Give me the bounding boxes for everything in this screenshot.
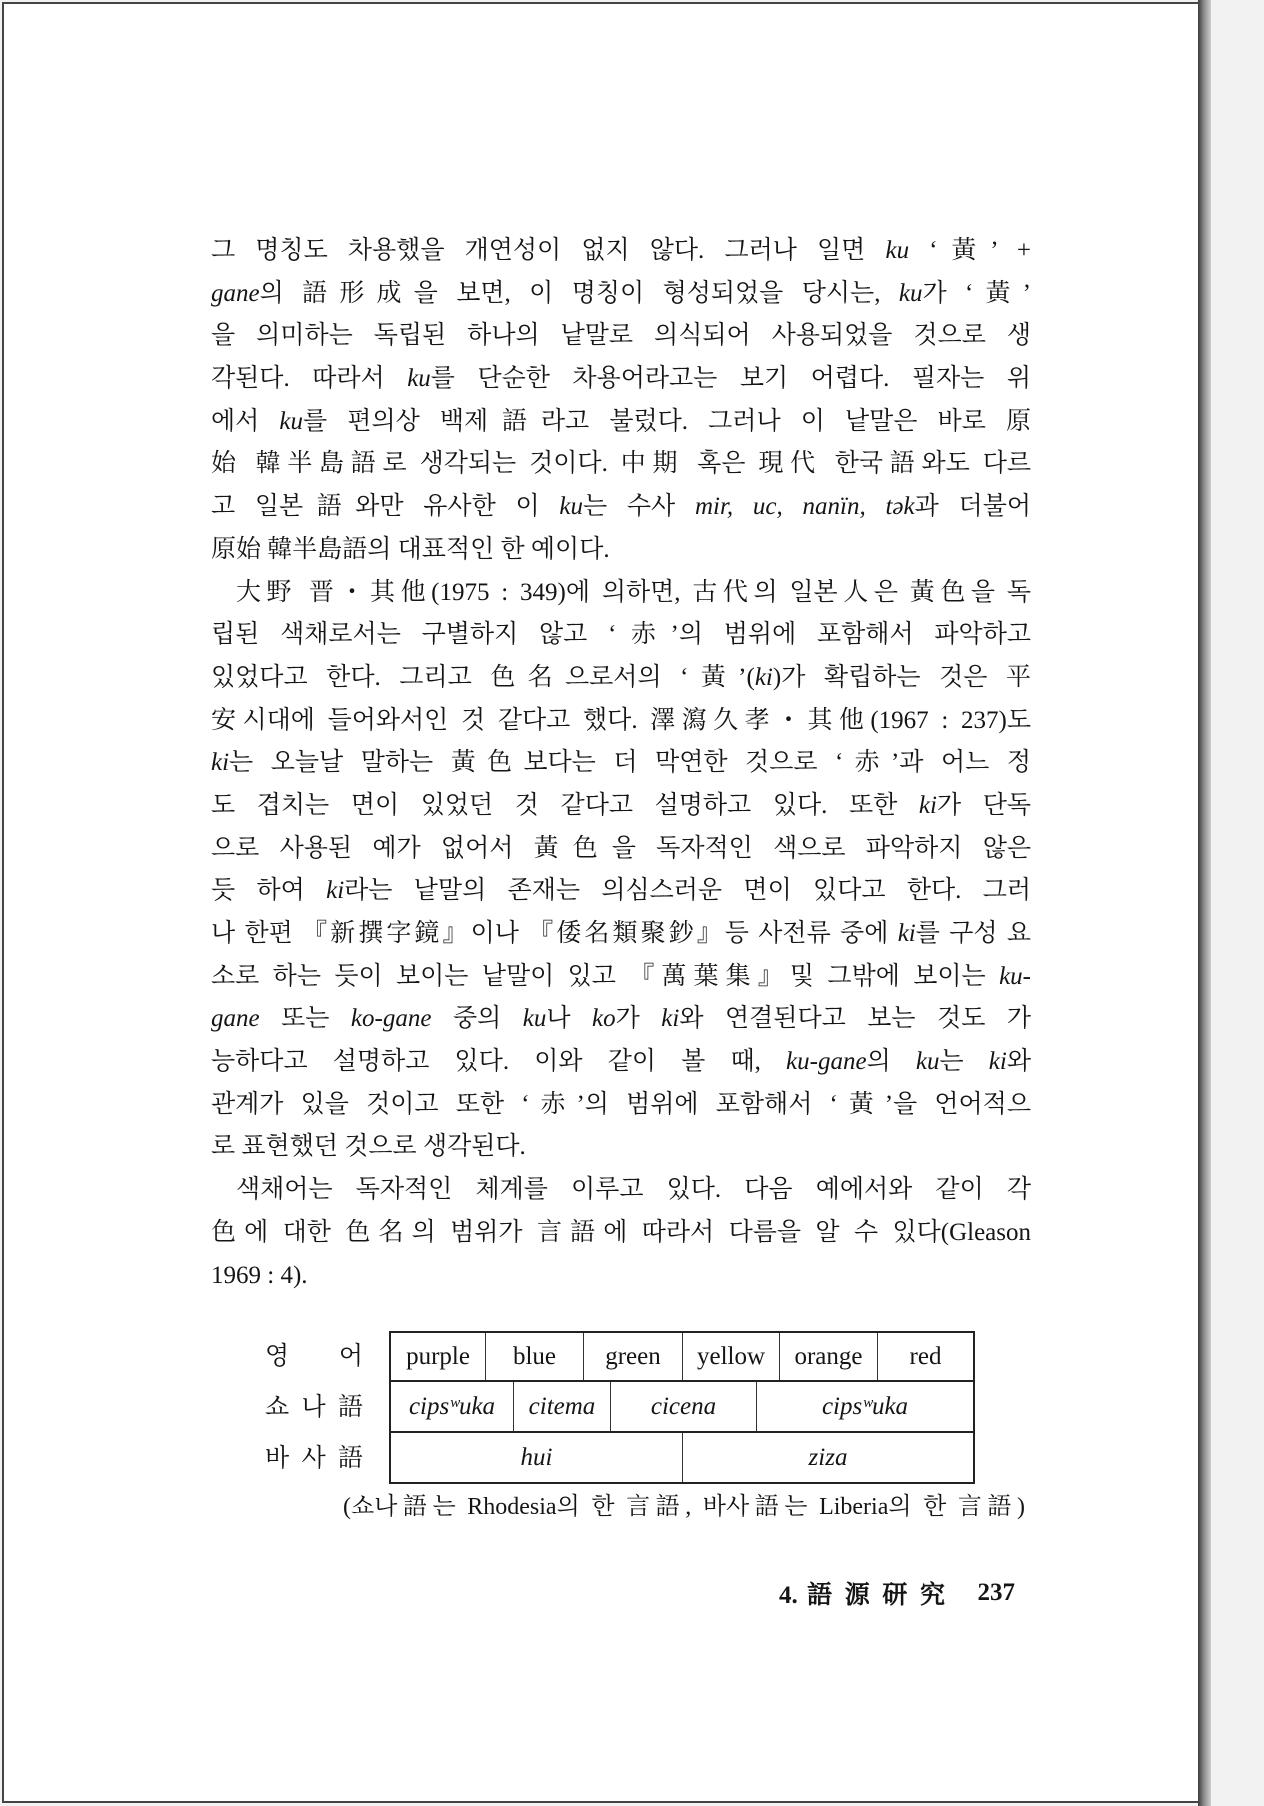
text-segment: 始 韓半島語로 생각되는 것이다. 中期 혹은 現代 한국語와도 다르 xyxy=(211,450,1031,478)
text-line xyxy=(211,1041,1031,1084)
page-binding-edge xyxy=(1198,0,1211,1806)
table-row xyxy=(265,1331,975,1382)
text-line xyxy=(211,1212,1031,1255)
text-line xyxy=(211,529,1031,572)
text-line xyxy=(211,742,1031,785)
body-text xyxy=(211,230,1031,1297)
table-cell: green xyxy=(584,1333,683,1380)
text-line xyxy=(211,443,1031,486)
text-line xyxy=(211,956,1031,999)
text-line xyxy=(211,315,1031,358)
text-segment: 능하다고 설명하고 있다. 이와 같이 볼 때, xyxy=(211,1048,787,1076)
table-cell: ziza xyxy=(808,1443,848,1471)
text-segment: 나 xyxy=(546,1005,593,1033)
text-line xyxy=(211,358,1031,401)
table-cell: orange xyxy=(780,1333,878,1380)
text-line xyxy=(211,870,1031,913)
text-segment: 소로 하는 듯이 보이는 낱말이 있고 『萬葉集』및 그밖에 보이는 xyxy=(211,962,1000,990)
romanized-term: gane xyxy=(211,1005,260,1033)
romanized-term: ku xyxy=(885,237,910,264)
page-number: 237 xyxy=(977,1579,1015,1606)
romanized-term: ki xyxy=(988,1048,1007,1076)
text-segment: 있었다고 한다. 그리고 色名으로서의 ‘黃’( xyxy=(211,663,755,691)
text-segment: 나 한편 『新撰字鏡』이나 『倭名類聚鈔』등 사전류 중에 xyxy=(211,920,898,947)
romanized-term: ku-gane xyxy=(786,1048,867,1076)
romanized-term: mir, uc, nanïn, tək xyxy=(694,493,915,521)
text-segment: )가 확립하는 것은 平 xyxy=(772,663,1031,691)
text-line xyxy=(211,657,1031,700)
romanized-term: ku- xyxy=(999,962,1031,990)
text-segment: ‘黃’ + xyxy=(909,237,1031,264)
romanized-term: ki xyxy=(326,877,345,905)
romanized-term: ki xyxy=(918,791,937,819)
text-line xyxy=(211,230,1031,273)
text-line xyxy=(211,1084,1031,1127)
table-cell: blue xyxy=(486,1333,584,1380)
romanized-term: ku xyxy=(898,279,923,307)
table-cell: yellow xyxy=(683,1333,780,1380)
table-cell: cipsʷuka xyxy=(821,1392,909,1420)
romanized-term: ko xyxy=(592,1005,616,1033)
text-segment: 를 구성 요 xyxy=(915,920,1031,947)
text-segment: 과 더불어 xyxy=(914,493,1031,521)
paragraph xyxy=(211,572,1031,1170)
text-segment: 를 편의상 백제語라고 불렀다. 그러나 이 낱말은 바로 原 xyxy=(303,407,1031,435)
romanized-term: ku xyxy=(559,493,583,521)
romanized-term: ko-gane xyxy=(350,1005,432,1033)
text-segment: 또는 xyxy=(259,1005,351,1033)
text-segment: 原始 韓半島語의 대표적인 한 예이다. xyxy=(211,535,610,563)
text-segment: 도 겹치는 면이 있었던 것 같다고 설명하고 있다. 또한 xyxy=(211,791,919,819)
text-line xyxy=(211,401,1031,444)
row-cells xyxy=(389,1433,975,1484)
row-label: 영 어 xyxy=(265,1343,363,1370)
text-segment: 라는 낱말의 존재는 의심스러운 면이 있다고 한다. 그러 xyxy=(344,877,1031,905)
text-segment: 색채어는 독자적인 체계를 이루고 있다. 다음 예에서와 같이 각 xyxy=(236,1176,1031,1204)
text-segment: 의 xyxy=(866,1048,916,1076)
table-cell: hui xyxy=(391,1433,683,1482)
text-line xyxy=(211,998,1031,1041)
romanized-term: ki xyxy=(211,749,230,777)
text-line xyxy=(211,486,1031,529)
table-cell: purple xyxy=(391,1333,486,1380)
row-label: 쇼 나 語 xyxy=(265,1394,363,1421)
text-segment: 는 오늘날 말하는 黃色보다는 더 막연한 것으로 ‘赤’과 어느 정 xyxy=(229,749,1031,777)
romanized-term: ku xyxy=(522,1005,547,1033)
romanized-term: ku xyxy=(407,365,431,393)
text-segment: 安시대에 들어와서인 것 같다고 했다. 澤瀉久孝・其他(1967 : 237)도 xyxy=(211,706,1031,734)
text-segment: 가 단독 xyxy=(936,791,1031,819)
text-segment: 를 단순한 차용어라고는 보기 어렵다. 필자는 위 xyxy=(430,365,1031,393)
text-segment: 립된 색채로서는 구별하지 않고 ‘赤’의 범위에 포함해서 파악하고 xyxy=(211,621,1031,649)
table-cell: cicena xyxy=(611,1382,757,1431)
text-segment: 色에 대한 色名의 범위가 言語에 따라서 다름을 알 수 있다(Gleason xyxy=(211,1218,1031,1246)
row-label: 바 사 語 xyxy=(265,1445,363,1472)
text-line xyxy=(211,828,1031,871)
text-line xyxy=(211,700,1031,743)
color-term-table xyxy=(265,1331,975,1484)
text-segment: 가 xyxy=(615,1005,662,1033)
romanized-term: ki xyxy=(754,663,773,691)
table-row xyxy=(265,1433,975,1484)
row-cells xyxy=(389,1331,975,1382)
text-segment: 大野 晋・其他(1975 : 349)에 의하면, 古代의 일본人은 黃色을 독 xyxy=(236,578,1031,606)
text-segment: 중의 xyxy=(431,1005,523,1033)
text-line xyxy=(211,1126,1031,1169)
text-line xyxy=(211,913,1031,956)
text-line xyxy=(211,572,1031,615)
page-footer xyxy=(779,1572,1015,1614)
paragraph xyxy=(211,1169,1031,1297)
table-cell: red xyxy=(909,1342,942,1370)
text-segment: 을 의미하는 독립된 하나의 낱말로 의식되어 사용되었을 것으로 생 xyxy=(211,322,1031,350)
romanized-term: ki xyxy=(897,920,916,947)
text-segment: 각된다. 따라서 xyxy=(211,365,408,393)
text-segment: 는 xyxy=(939,1048,989,1076)
romanized-term: gane xyxy=(211,279,260,307)
text-segment: 1969 : 4). xyxy=(211,1261,308,1289)
text-segment: 와 xyxy=(1006,1048,1031,1076)
text-line xyxy=(211,1169,1031,1212)
running-footer-section: 4. 語 源 研 究 xyxy=(779,1582,945,1609)
text-segment: 고 일본語와만 유사한 이 xyxy=(211,493,560,521)
romanized-term: ki xyxy=(661,1005,680,1033)
text-line xyxy=(211,273,1031,316)
text-segment: 는 수사 xyxy=(583,493,695,521)
text-line xyxy=(211,785,1031,828)
table-caption: (쇼나語는 Rhodesia의 한 言語, 바사語는 Liberia의 한 言語) xyxy=(343,1494,1025,1520)
row-cells xyxy=(389,1382,975,1433)
text-segment: 으로 사용된 예가 없어서 黃色을 독자적인 색으로 파악하지 않은 xyxy=(211,834,1031,862)
text-segment: 그 명칭도 차용했을 개연성이 없지 않다. 그러나 일면 xyxy=(211,237,886,264)
table-cell: cipsʷuka xyxy=(391,1382,514,1431)
text-segment: 에서 xyxy=(211,407,280,435)
text-segment: 의 語形成을 보면, 이 명칭이 형성되었을 당시는, xyxy=(259,279,899,307)
text-segment: 가 ‘黃’ xyxy=(922,279,1031,307)
text-segment: 로 표현했던 것으로 생각된다. xyxy=(211,1133,526,1161)
romanized-term: ku xyxy=(279,407,304,435)
text-segment: 듯 하여 xyxy=(211,877,327,905)
romanized-term: ku xyxy=(915,1048,940,1076)
text-segment: 와 연결된다고 보는 것도 가 xyxy=(679,1005,1031,1033)
text-line xyxy=(211,1255,1031,1298)
text-segment: 관계가 있을 것이고 또한 ‘赤’의 범위에 포함해서 ‘黃’을 언어적으 xyxy=(211,1090,1031,1118)
text-line xyxy=(211,614,1031,657)
table-cell: citema xyxy=(514,1382,611,1431)
table-row xyxy=(265,1382,975,1433)
paragraph xyxy=(211,230,1031,572)
